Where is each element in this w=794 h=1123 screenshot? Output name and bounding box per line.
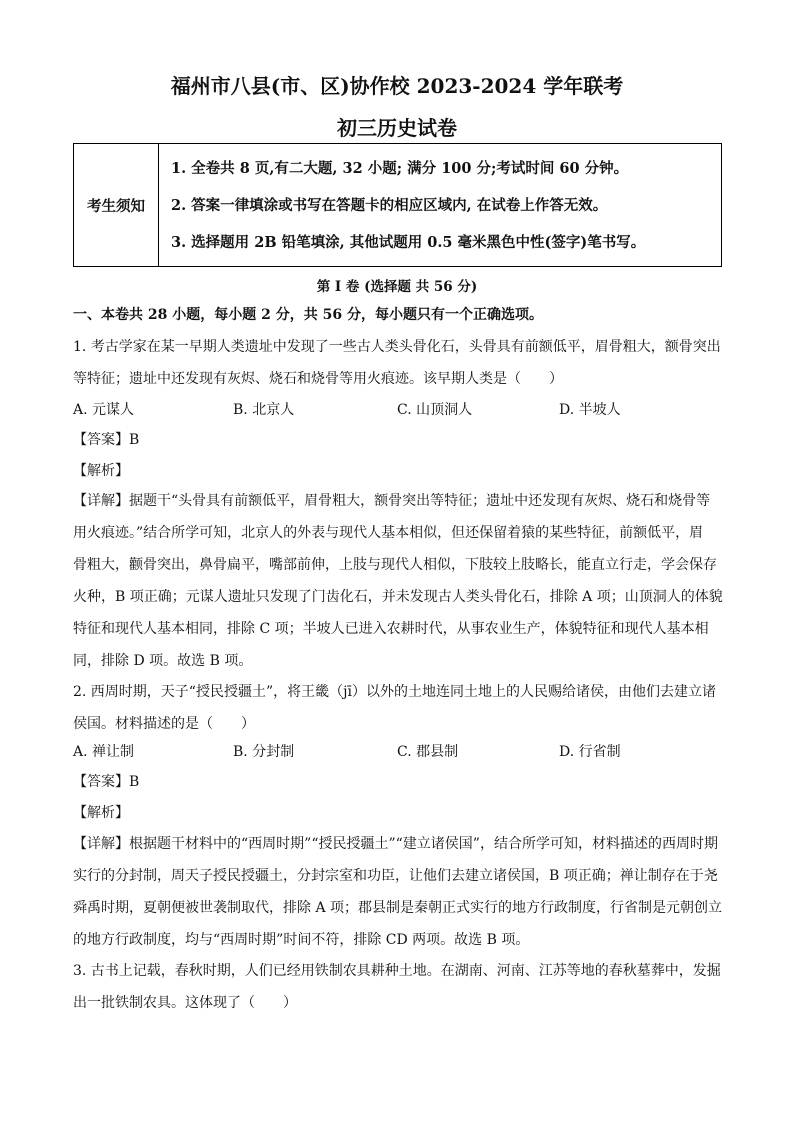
exam-title: 福州市八县(市、区)协作校 2023-2024 学年联考 [170,74,624,98]
question-2-detail [73,828,723,956]
question-1-stem [73,331,723,395]
notice-item: 3. 选择题用 2B 铅笔填涂, 其他试题用 0.5 毫米黑色中性(签字)笔书写。 [171,233,646,251]
stem-line: 侯国。材料描述的是（ ） [73,716,255,732]
notice-items [159,144,722,267]
stem-line: 1. 考古学家在某一早期人类遗址中发现了一些古人类头骨化石，头骨具有前额低平，眉骨粗大，额骨突出 [73,339,721,355]
option-a: A. 禅让制 [73,744,135,760]
detail-line: 的地方行政制度，均与“西周时期”时间不符，排除 CD 两项。故选 B 项。 [73,932,530,948]
option-c: C. 山顶洞人 [397,402,473,418]
part-heading: 一、本卷共 28 小题，每小题 2 分，共 56 分，每小题只有一个正确选项。 [73,307,543,323]
answer-label: 【答案】B [73,432,140,448]
option-d: D. 半坡人 [559,402,621,418]
question-2-options [73,741,723,771]
detail-line: 用火痕迹。”结合所学可知，北京人的外表与现代人基本相似，但还保留着猿的某些特征，前额低平，眉 [73,525,704,541]
option-a: A. 元谋人 [73,402,135,418]
question-3-stem [73,955,723,1019]
question-1-detail [73,485,723,677]
stem-line: 3. 古书上记载，春秋时期，人们已经用铁制农具耕种土地。在湖南、河南、江苏等地的春秋墓葬中，发掘 [73,963,721,979]
detail-line: 骨粗大，颧骨突出，鼻骨扁平，嘴部前伸，上肢与现代人相似，下肢较上肢略长，能直立行走，学会保存 [73,557,717,573]
detail-line: 【详解】据题干“头骨具有前额低平，眉骨粗大，额骨突出等特征；遗址中还发现有灰烬、烧石和烧骨等 [73,493,711,509]
notice-label: 考生须知 [74,144,159,267]
notice-item: 1. 全卷共 8 页,有二大题, 32 小题; 满分 100 分;考试时间 60 分钟。 [171,159,629,177]
notice-item: 2. 答案一律填涂或书写在答题卡的相应区域内, 在试卷上作答无效。 [171,196,608,214]
option-c: C. 郡县制 [397,744,459,760]
detail-line: 同，排除 D 项。故选 B 项。 [73,653,253,669]
detail-line: 特征和现代人基本相同，排除 C 项；半坡人已进入农耕时代，从事农业生产，体貌特征和现代人基本相 [73,621,709,637]
stem-line: 出一批铁制农具。这体现了（ ） [73,995,297,1011]
answer-label: 【答案】B [73,774,140,790]
detail-line: 火种，B 项正确；元谋人遗址只发现了门齿化石，并未发现古人类头骨化石，排除 A 项；山顶洞人的体貌 [73,589,723,605]
detail-line: 【详解】根据题干材料中的“西周时期”“授民授疆土”“建立诸侯国”，结合所学可知，材料描述的西周时期 [73,836,718,852]
detail-line: 舜禹时期，夏朝便被世袭制取代，排除 A 项；郡县制是秦朝正式实行的地方行政制度，行省制是元朝创立 [73,900,723,916]
option-b: B. 北京人 [233,402,295,418]
detail-line: 实行的分封制，周天子授民授疆土，分封宗室和功臣，让他们去建立诸侯国，B 项正确；禅让制存在于尧 [73,868,718,884]
section-title: 第 I 卷 (选择题 共 56 分) [316,279,478,295]
option-d: D. 行省制 [559,744,621,760]
question-2-stem [73,676,723,740]
analysis-label: 【解析】 [73,805,129,821]
candidate-notice-table [73,143,722,267]
stem-line: 2. 西周时期，天子“授民授疆土”，将王畿（jī）以外的土地连同土地上的人民赐给诸侯，由他们去建立诸 [73,684,716,700]
analysis-label: 【解析】 [73,463,129,479]
question-1-options [73,399,723,429]
stem-line: 等特征；遗址中还发现有灰烬、烧石和烧骨等用火痕迹。该早期人类是（ ） [73,371,563,387]
option-b: B. 分封制 [233,744,295,760]
exam-subtitle: 初三历史试卷 [337,116,457,140]
